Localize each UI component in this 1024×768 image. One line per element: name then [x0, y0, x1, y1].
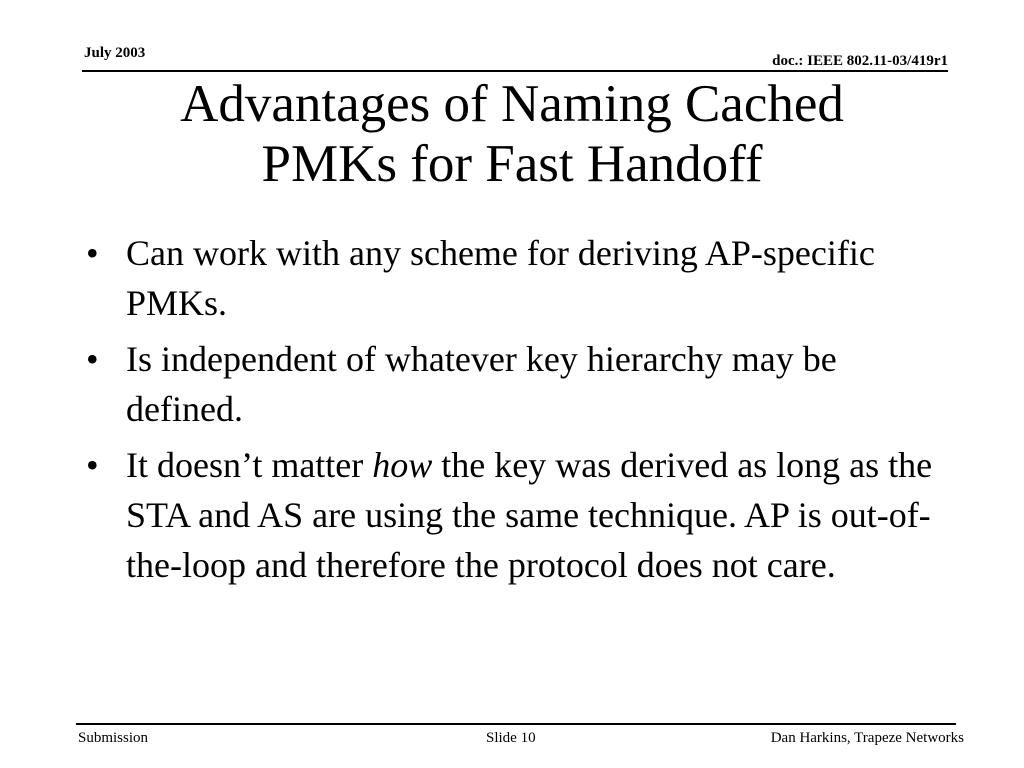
footer-author: Dan Harkins, Trapeze Networks	[770, 730, 964, 746]
bullet-item	[86, 440, 956, 590]
bullet-emphasis: how	[372, 445, 433, 485]
bullet-item	[86, 228, 956, 328]
bullet-marker: •	[86, 445, 99, 485]
header-divider	[82, 70, 948, 72]
header-date: July 2003	[84, 45, 146, 61]
bullet-list	[86, 228, 956, 596]
slide-title-line-2: PMKs for Fast Handoff	[261, 135, 763, 193]
bullet-marker: •	[86, 233, 99, 273]
bullet-text-before: It doesn’t matter	[126, 445, 373, 485]
bullet-item	[86, 334, 956, 434]
header-doc-id: doc.: IEEE 802.11-03/419r1	[772, 53, 948, 69]
footer-slide-number: Slide 10	[486, 730, 536, 746]
slide-title	[60, 74, 964, 194]
footer-submission: Submission	[78, 730, 149, 746]
bullet-text: Is independent of whatever key hierarchy may be defined.	[126, 339, 837, 429]
bullet-text: Can work with any scheme for deriving AP-specific PMKs.	[126, 233, 875, 323]
bullet-marker: •	[86, 339, 99, 379]
slide-title-line-1: Advantages of Naming Cached	[180, 75, 844, 133]
bullet-text-after: the key was derived as long as the STA and AS are using the same technique. AP is out-of-the-loop and therefore the protocol does not care.	[126, 445, 933, 585]
footer-divider	[76, 723, 956, 725]
